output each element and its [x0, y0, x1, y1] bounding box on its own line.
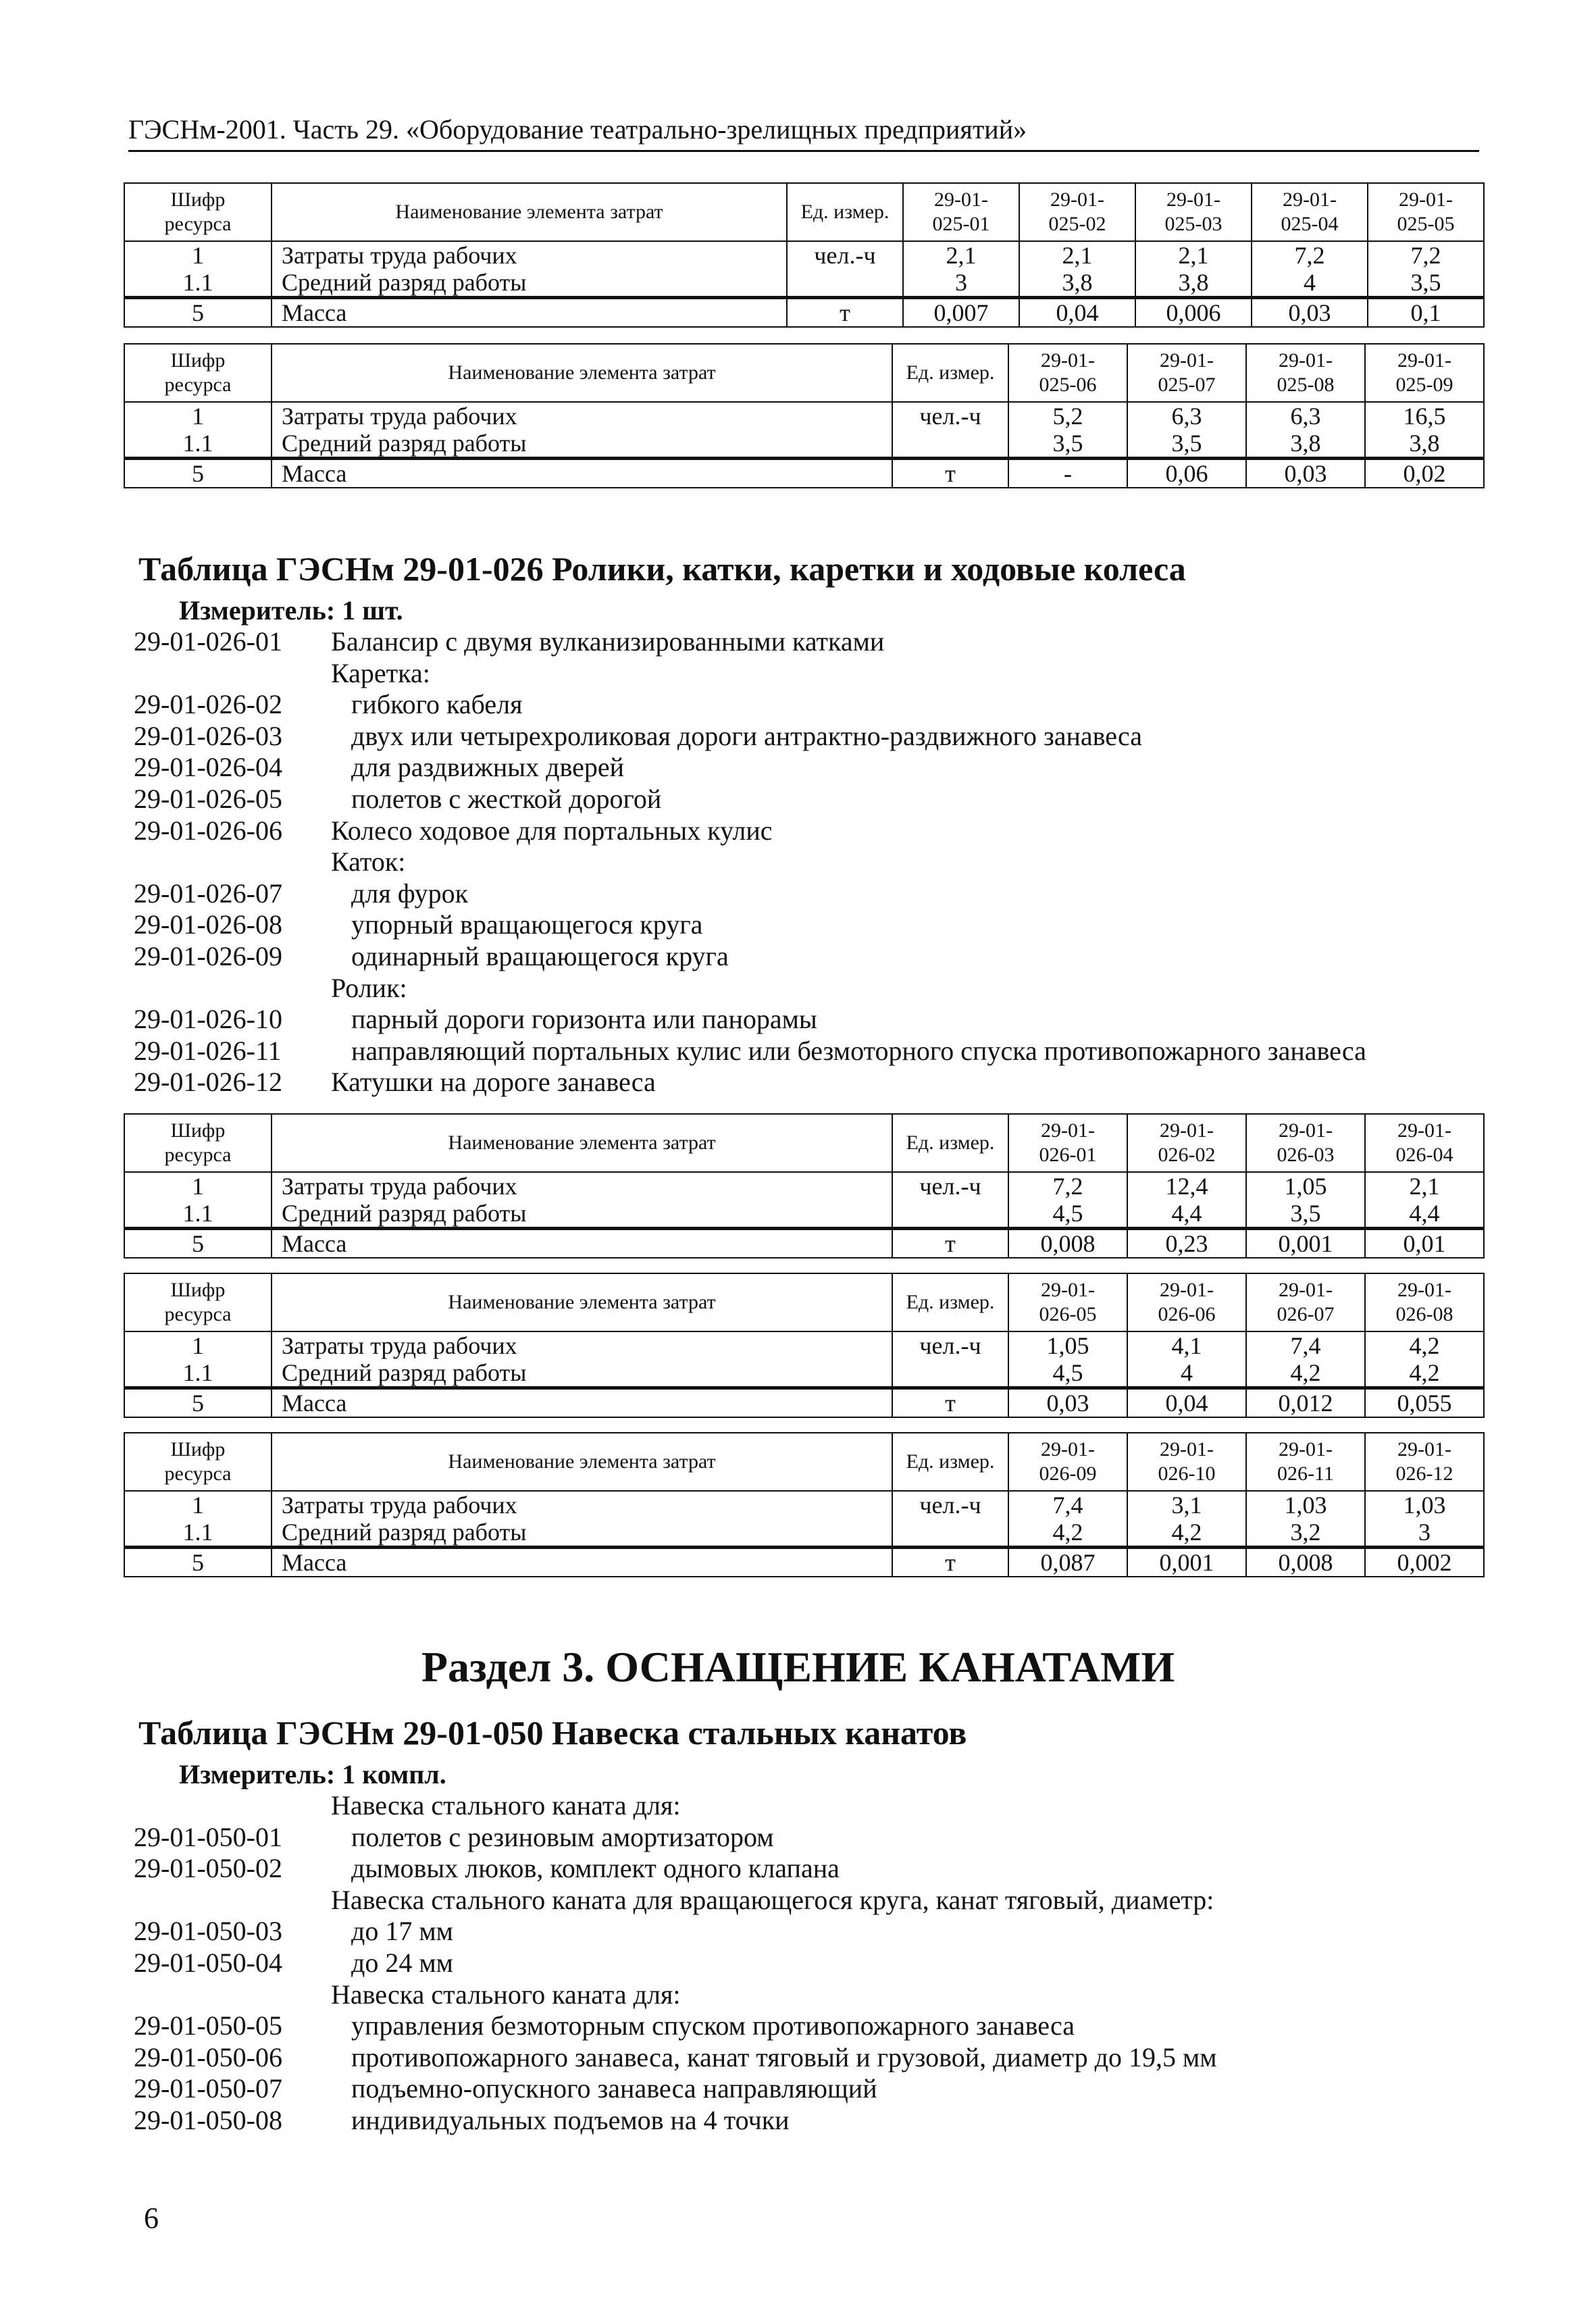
- item-text: одинарный вращающегося круга: [351, 940, 729, 971]
- row-unit: т: [787, 298, 903, 328]
- row-code: 1: [124, 1491, 272, 1519]
- table-cell-value: 4: [1252, 269, 1368, 298]
- table-header-row: [124, 1114, 1484, 1172]
- item-text: гибкого кабеля: [351, 689, 523, 720]
- table-row-labor: [124, 1331, 1484, 1359]
- table-row-grade: [124, 1200, 1484, 1229]
- item-code: 29-01-050-05: [134, 2010, 282, 2041]
- row-unit: т: [892, 1229, 1008, 1259]
- item-code: 29-01-026-04: [134, 752, 282, 783]
- table-row-grade: [124, 430, 1484, 459]
- table-cell-value: 3,8: [1365, 430, 1484, 459]
- table-row-grade: [124, 269, 1484, 298]
- item-text: дымовых люков, комплект одного клапана: [351, 1853, 840, 1884]
- table-cell-value: 0,01: [1365, 1229, 1484, 1259]
- column-header-norm-code: 29-01- 025-05: [1368, 183, 1484, 241]
- row-unit: [787, 269, 903, 298]
- table-cell-value: 0,008: [1008, 1229, 1127, 1259]
- column-header-norm-code: 29-01- 025-02: [1019, 183, 1135, 241]
- table-cell-value: 0,03: [1008, 1388, 1127, 1418]
- row-name: Масса: [272, 1548, 892, 1577]
- table-cell-value: 0,02: [1365, 459, 1484, 488]
- item-text: Каретка:: [331, 657, 430, 688]
- table-cell-value: 2,1: [1365, 1172, 1484, 1200]
- table-row-mass: [124, 459, 1484, 488]
- column-header-unit: Ед. измер.: [892, 1273, 1008, 1331]
- item-code: 29-01-026-01: [134, 626, 282, 657]
- table-026-heading: Таблица ГЭСНм 29-01-026 Ролики, катки, каретки и ходовые колеса: [138, 550, 1186, 588]
- table-cell-value: 3,5: [1127, 430, 1246, 459]
- table-cell-value: 1,05: [1246, 1172, 1365, 1200]
- row-code: 1.1: [124, 269, 272, 298]
- column-header-code: Шифр ресурса: [124, 1433, 272, 1491]
- row-unit: чел.-ч: [892, 1491, 1008, 1519]
- row-name: Масса: [272, 298, 787, 328]
- section-title: Раздел 3. ОСНАЩЕНИЕ КАНАТАМИ: [421, 1643, 1175, 1691]
- table-row-labor: [124, 402, 1484, 430]
- column-header-norm-code: 29-01- 026-06: [1127, 1273, 1246, 1331]
- item-code: 29-01-026-03: [134, 720, 282, 751]
- column-header-norm-code: 29-01- 026-07: [1246, 1273, 1365, 1331]
- column-header-unit: Ед. измер.: [892, 344, 1008, 402]
- table-row-mass: [124, 298, 1484, 328]
- row-unit: [892, 430, 1008, 459]
- column-header-code: Шифр ресурса: [124, 1114, 272, 1172]
- table-cell-value: 0,04: [1127, 1388, 1246, 1418]
- table-cell-value: 4,2: [1127, 1519, 1246, 1548]
- row-code: 1.1: [124, 1359, 272, 1388]
- table-cell-value: 0,03: [1252, 298, 1368, 328]
- norm-table-026-b: [124, 1273, 1485, 1418]
- item-text: полетов с резиновым амортизатором: [351, 1821, 774, 1852]
- row-code: 1.1: [124, 430, 272, 459]
- row-code: 5: [124, 1229, 272, 1259]
- item-text: подъемно-опускного занавеса направляющий: [351, 2073, 877, 2104]
- column-header-code: Шифр ресурса: [124, 1273, 272, 1331]
- item-text: полетов с жесткой дорогой: [351, 783, 662, 814]
- row-name: Средний разряд работы: [272, 1519, 892, 1548]
- table-cell-value: 4,4: [1365, 1200, 1484, 1229]
- column-header-norm-code: 29-01- 025-01: [903, 183, 1019, 241]
- item-code: 29-01-026-02: [134, 689, 282, 720]
- table-cell-value: 1,03: [1365, 1491, 1484, 1519]
- table-cell-value: 7,2: [1368, 241, 1484, 269]
- table-cell-value: 7,2: [1252, 241, 1368, 269]
- column-header-norm-code: 29-01- 025-03: [1135, 183, 1252, 241]
- column-header-name: Наименование элемента затрат: [272, 1273, 892, 1331]
- item-text: противопожарного занавеса, канат тяговый и грузовой, диаметр до 19,5 мм: [351, 2041, 1217, 2073]
- table-cell-value: 12,4: [1127, 1172, 1246, 1200]
- table-cell-value: 16,5: [1365, 402, 1484, 430]
- column-header-code: Шифр ресурса: [124, 183, 272, 241]
- table-cell-value: 0,06: [1127, 459, 1246, 488]
- table-cell-value: 1,03: [1246, 1491, 1365, 1519]
- table-cell-value: 4,1: [1127, 1331, 1246, 1359]
- column-header-norm-code: 29-01- 026-11: [1246, 1433, 1365, 1491]
- column-header-norm-code: 29-01- 026-04: [1365, 1114, 1484, 1172]
- item-text: Навеска стального каната для вращающегося круга, канат тяговый, диаметр:: [331, 1884, 1214, 1915]
- table-cell-value: 4,5: [1008, 1359, 1127, 1388]
- table-cell-value: 3,5: [1368, 269, 1484, 298]
- column-header-norm-code: 29-01- 025-08: [1246, 344, 1365, 402]
- item-code: 29-01-026-10: [134, 1004, 282, 1035]
- column-header-norm-code: 29-01- 026-02: [1127, 1114, 1246, 1172]
- table-cell-value: 2,1: [1135, 241, 1252, 269]
- column-header-code: Шифр ресурса: [124, 344, 272, 402]
- table-cell-value: 2,1: [903, 241, 1019, 269]
- item-text: до 17 мм: [351, 1916, 453, 1947]
- row-name: Средний разряд работы: [272, 269, 787, 298]
- item-code: 29-01-026-07: [134, 878, 282, 909]
- column-header-norm-code: 29-01- 026-08: [1365, 1273, 1484, 1331]
- norm-table-026-a: [124, 1113, 1485, 1259]
- item-text: Каток:: [331, 846, 406, 878]
- item-code: 29-01-050-07: [134, 2073, 282, 2104]
- item-text: направляющий портальных кулис или безмоторного спуска противопожарного занавеса: [351, 1035, 1366, 1066]
- table-cell-value: 0,002: [1365, 1548, 1484, 1577]
- table-026-meter: Измеритель: 1 шт.: [179, 595, 403, 626]
- item-code: 29-01-026-09: [134, 940, 282, 971]
- row-unit: чел.-ч: [787, 241, 903, 269]
- table-cell-value: 0,087: [1008, 1548, 1127, 1577]
- row-unit: т: [892, 1548, 1008, 1577]
- table-cell-value: 0,006: [1135, 298, 1252, 328]
- table-header-row: [124, 1433, 1484, 1491]
- page-header: ГЭСНм-2001. Часть 29. «Оборудование театрально-зрелищных предприятий»: [128, 113, 1479, 152]
- table-header-row: [124, 344, 1484, 402]
- column-header-unit: Ед. измер.: [892, 1433, 1008, 1491]
- table-cell-value: 0,03: [1246, 459, 1365, 488]
- item-text: парный дороги горизонта или панорамы: [351, 1004, 817, 1035]
- row-code: 5: [124, 298, 272, 328]
- column-header-norm-code: 29-01- 026-12: [1365, 1433, 1484, 1491]
- row-code: 1: [124, 402, 272, 430]
- row-name: Затраты труда рабочих: [272, 1172, 892, 1200]
- table-cell-value: 4,2: [1008, 1519, 1127, 1548]
- table-cell-value: 3,2: [1246, 1519, 1365, 1548]
- column-header-unit: Ед. измер.: [787, 183, 903, 241]
- row-code: 1: [124, 241, 272, 269]
- column-header-name: Наименование элемента затрат: [272, 1114, 892, 1172]
- column-header-name: Наименование элемента затрат: [272, 344, 892, 402]
- row-code: 5: [124, 1548, 272, 1577]
- table-cell-value: 4,4: [1127, 1200, 1246, 1229]
- row-name: Средний разряд работы: [272, 1359, 892, 1388]
- column-header-norm-code: 29-01- 026-10: [1127, 1433, 1246, 1491]
- row-name: Затраты труда рабочих: [272, 1331, 892, 1359]
- table-cell-value: 4,2: [1365, 1331, 1484, 1359]
- item-code: 29-01-050-06: [134, 2041, 282, 2073]
- table-cell-value: 0,007: [903, 298, 1019, 328]
- row-code: 1.1: [124, 1200, 272, 1229]
- table-cell-value: 0,055: [1365, 1388, 1484, 1418]
- table-cell-value: 4,5: [1008, 1200, 1127, 1229]
- table-cell-value: 6,3: [1246, 402, 1365, 430]
- table-cell-value: 1,05: [1008, 1331, 1127, 1359]
- table-cell-value: 6,3: [1127, 402, 1246, 430]
- row-name: Затраты труда рабочих: [272, 241, 787, 269]
- table-cell-value: 0,012: [1246, 1388, 1365, 1418]
- table-cell-value: 4,2: [1246, 1359, 1365, 1388]
- row-name: Масса: [272, 1229, 892, 1259]
- table-cell-value: 0,001: [1246, 1229, 1365, 1259]
- norm-table-026-c: [124, 1432, 1485, 1577]
- column-header-unit: Ед. измер.: [892, 1114, 1008, 1172]
- item-code: 29-01-050-02: [134, 1853, 282, 1884]
- norm-table-025-b: [124, 343, 1485, 488]
- item-text: для фурок: [351, 878, 469, 909]
- column-header-norm-code: 29-01- 025-04: [1252, 183, 1368, 241]
- column-header-norm-code: 29-01- 026-05: [1008, 1273, 1127, 1331]
- column-header-norm-code: 29-01- 026-03: [1246, 1114, 1365, 1172]
- table-cell-value: 0,008: [1246, 1548, 1365, 1577]
- table-cell-value: 0,001: [1127, 1548, 1246, 1577]
- table-row-labor: [124, 1172, 1484, 1200]
- table-cell-value: 4,2: [1365, 1359, 1484, 1388]
- table-050-meter: Измеритель: 1 компл.: [179, 1759, 446, 1789]
- row-code: 5: [124, 459, 272, 488]
- row-unit: чел.-ч: [892, 1331, 1008, 1359]
- item-code: 29-01-026-11: [134, 1035, 282, 1066]
- table-row-labor: [124, 241, 1484, 269]
- item-text: упорный вращающегося круга: [351, 909, 703, 940]
- item-code: 29-01-050-08: [134, 2104, 282, 2135]
- table-cell-value: 0,04: [1019, 298, 1135, 328]
- item-text: для раздвижных дверей: [351, 752, 625, 783]
- table-header-row: [124, 1273, 1484, 1331]
- item-code: 29-01-050-01: [134, 1821, 282, 1852]
- row-code: 1: [124, 1172, 272, 1200]
- column-header-name: Наименование элемента затрат: [272, 1433, 892, 1491]
- table-cell-value: 3,8: [1246, 430, 1365, 459]
- row-name: Затраты труда рабочих: [272, 402, 892, 430]
- item-code: 29-01-026-06: [134, 815, 282, 846]
- row-unit: т: [892, 459, 1008, 488]
- table-cell-value: 5,2: [1008, 402, 1127, 430]
- row-unit: чел.-ч: [892, 1172, 1008, 1200]
- table-cell-value: 7,2: [1008, 1172, 1127, 1200]
- table-row-grade: [124, 1519, 1484, 1548]
- item-code: 29-01-026-12: [134, 1067, 282, 1098]
- table-cell-value: 4: [1127, 1359, 1246, 1388]
- item-text: Ролик:: [331, 972, 407, 1003]
- table-cell-value: 3,8: [1019, 269, 1135, 298]
- row-unit: [892, 1519, 1008, 1548]
- column-header-norm-code: 29-01- 026-01: [1008, 1114, 1127, 1172]
- table-row-mass: [124, 1388, 1484, 1418]
- table-cell-value: -: [1008, 459, 1127, 488]
- row-name: Масса: [272, 1388, 892, 1418]
- row-name: Масса: [272, 459, 892, 488]
- table-row-labor: [124, 1491, 1484, 1519]
- table-cell-value: 3,8: [1135, 269, 1252, 298]
- row-code: 1: [124, 1331, 272, 1359]
- item-code: 29-01-026-05: [134, 783, 282, 814]
- item-text: Балансир с двумя вулканизированными катками: [331, 626, 885, 657]
- table-row-mass: [124, 1548, 1484, 1577]
- row-unit: [892, 1200, 1008, 1229]
- item-text: Навеска стального каната для:: [331, 1979, 681, 2010]
- table-cell-value: 3: [903, 269, 1019, 298]
- item-text: индивидуальных подъемов на 4 точки: [351, 2104, 790, 2135]
- row-name: Затраты труда рабочих: [272, 1491, 892, 1519]
- item-text: Навеска стального каната для:: [331, 1790, 681, 1821]
- row-unit: т: [892, 1388, 1008, 1418]
- row-name: Средний разряд работы: [272, 1200, 892, 1229]
- table-cell-value: 3,5: [1246, 1200, 1365, 1229]
- norm-table-025-a: [124, 182, 1485, 328]
- item-code: 29-01-026-08: [134, 909, 282, 940]
- table-cell-value: 0,1: [1368, 298, 1484, 328]
- table-cell-value: 7,4: [1246, 1331, 1365, 1359]
- table-cell-value: 3: [1365, 1519, 1484, 1548]
- table-row-mass: [124, 1229, 1484, 1259]
- row-code: 5: [124, 1388, 272, 1418]
- row-unit: чел.-ч: [892, 402, 1008, 430]
- item-text: двух или четырехроликовая дороги антрактно-раздвижного занавеса: [351, 720, 1143, 751]
- row-code: 1.1: [124, 1519, 272, 1548]
- column-header-norm-code: 29-01- 025-06: [1008, 344, 1127, 402]
- table-row-grade: [124, 1359, 1484, 1388]
- column-header-name: Наименование элемента затрат: [272, 183, 787, 241]
- page-number: 6: [144, 2202, 159, 2235]
- table-cell-value: 7,4: [1008, 1491, 1127, 1519]
- table-cell-value: 2,1: [1019, 241, 1135, 269]
- item-code: 29-01-050-03: [134, 1916, 282, 1947]
- item-code: 29-01-050-04: [134, 1947, 282, 1978]
- table-cell-value: 3,5: [1008, 430, 1127, 459]
- table-cell-value: 0,23: [1127, 1229, 1246, 1259]
- row-unit: [892, 1359, 1008, 1388]
- item-text: до 24 мм: [351, 1947, 453, 1978]
- row-name: Средний разряд работы: [272, 430, 892, 459]
- table-cell-value: 3,1: [1127, 1491, 1246, 1519]
- item-text: Катушки на дороге занавеса: [331, 1067, 656, 1098]
- item-text: Колесо ходовое для портальных кулис: [331, 815, 773, 846]
- table-header-row: [124, 183, 1484, 241]
- column-header-norm-code: 29-01- 026-09: [1008, 1433, 1127, 1491]
- table-050-heading: Таблица ГЭСНм 29-01-050 Навеска стальных канатов: [138, 1714, 967, 1752]
- column-header-norm-code: 29-01- 025-07: [1127, 344, 1246, 402]
- column-header-norm-code: 29-01- 025-09: [1365, 344, 1484, 402]
- item-text: управления безмоторным спуском противопожарного занавеса: [351, 2010, 1075, 2041]
